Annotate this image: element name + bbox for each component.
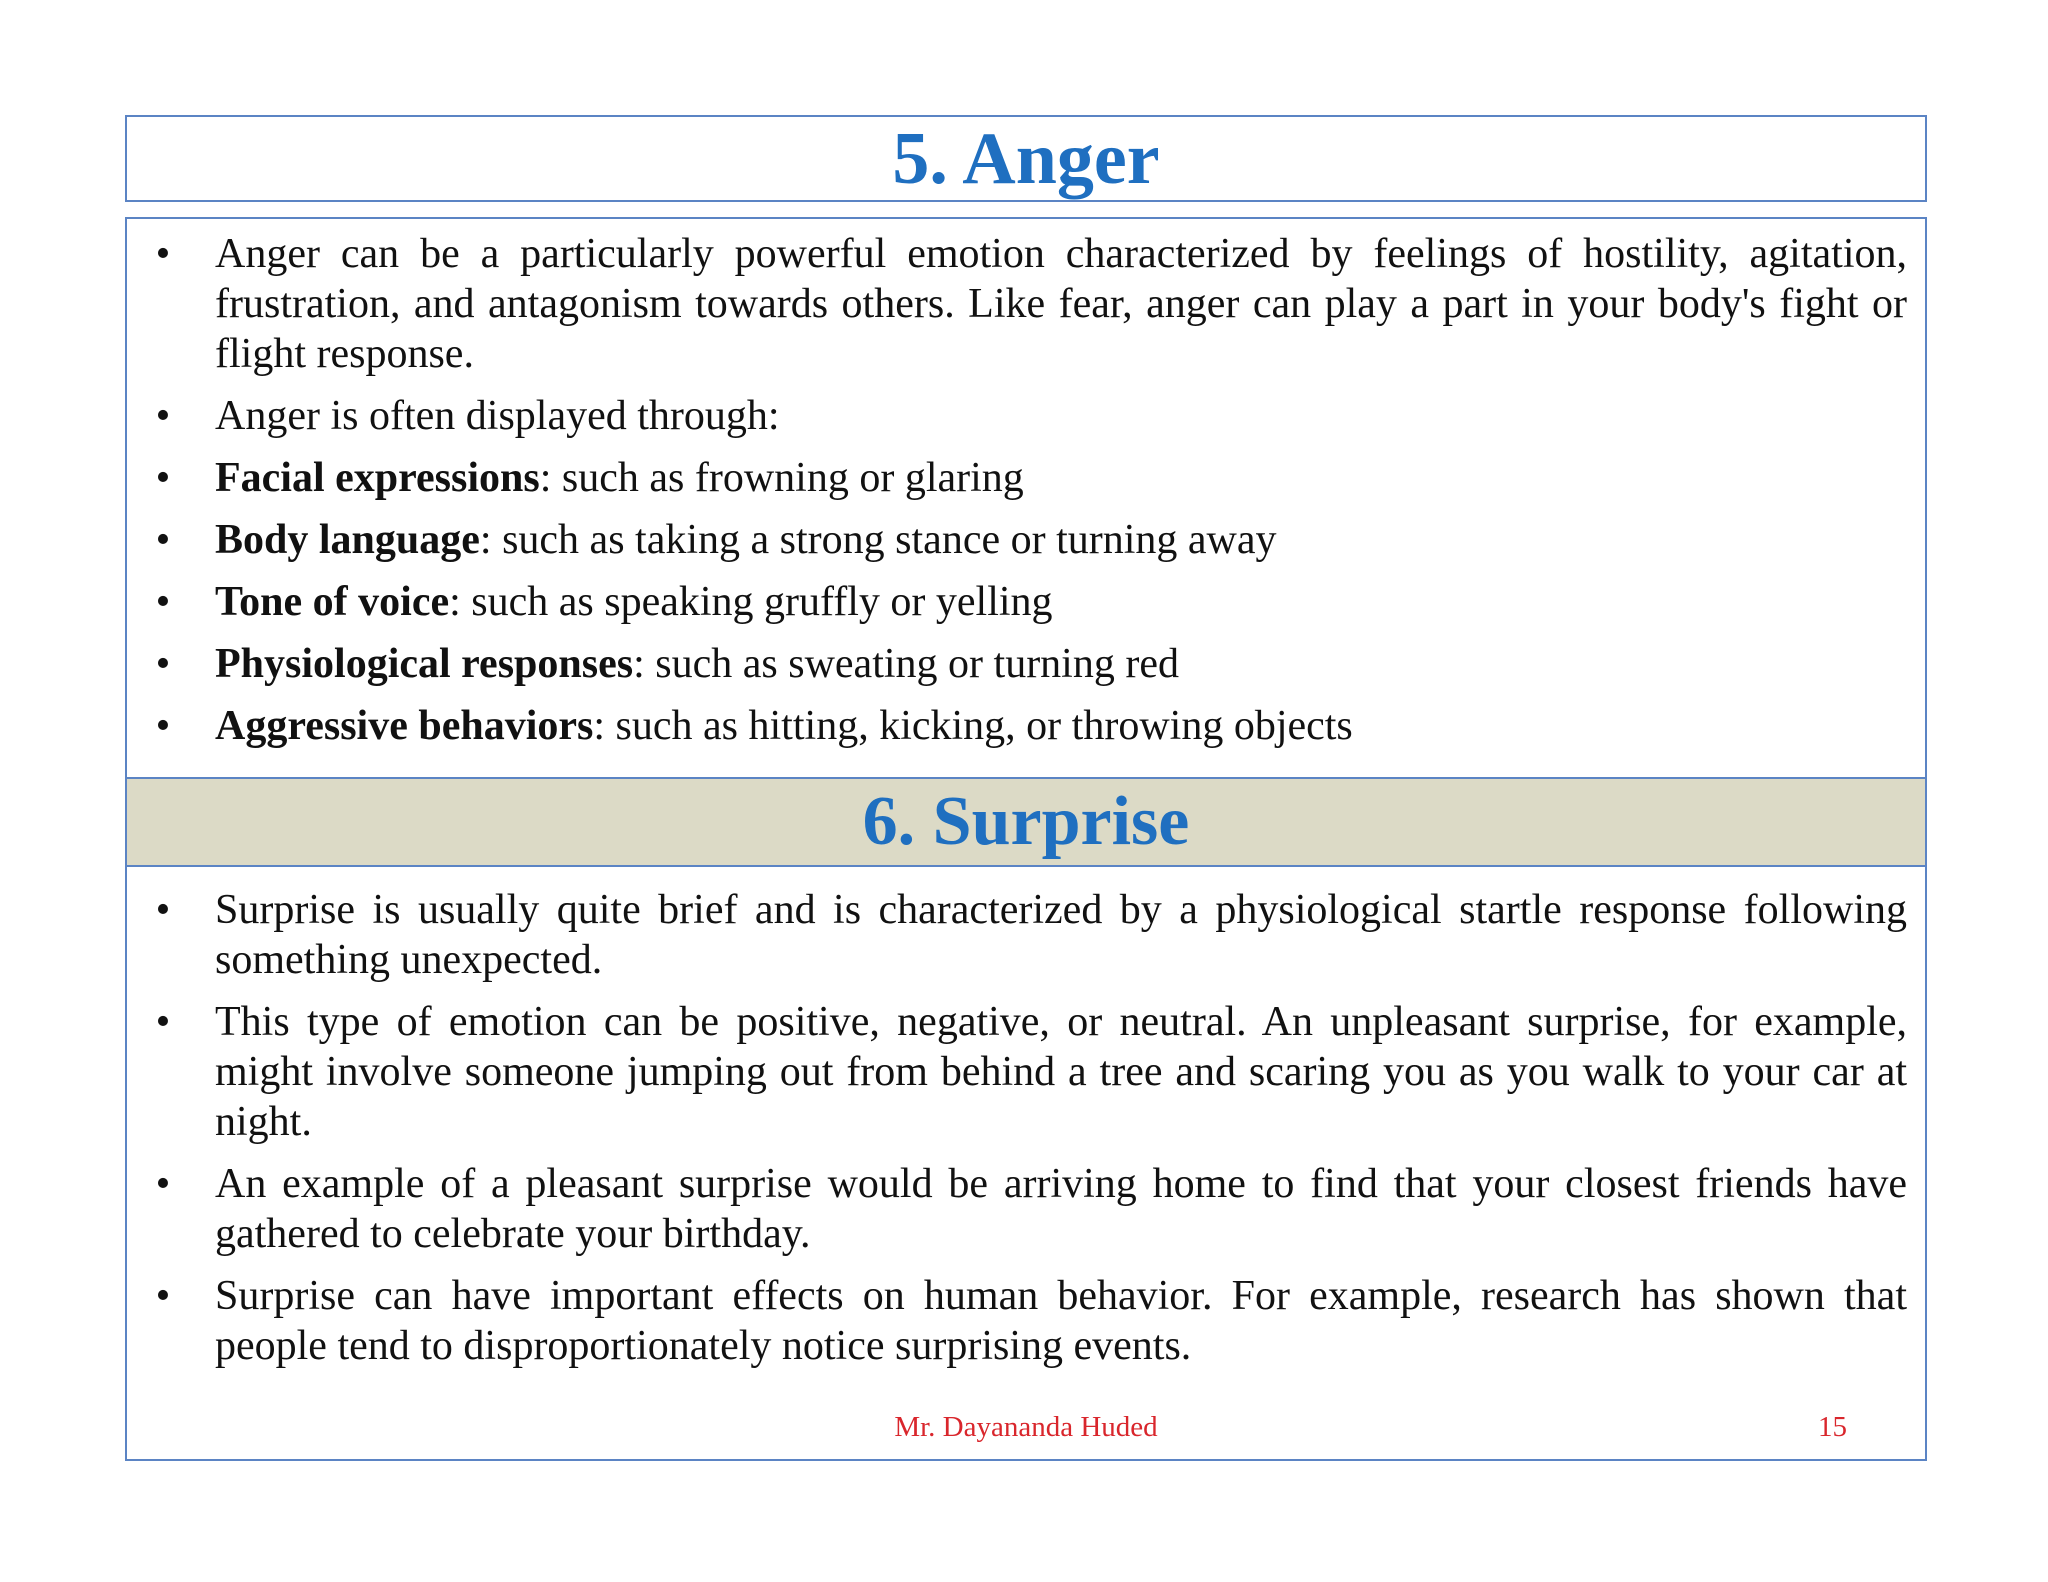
anger-bullet-7-desc: : such as hitting, kicking, or throwing objects xyxy=(593,703,1353,749)
anger-bullet-3-term: Facial expressions xyxy=(215,455,540,501)
bullet-icon: • xyxy=(155,887,171,933)
bullet-icon: • xyxy=(155,579,171,625)
anger-bullet-5 xyxy=(127,577,1925,627)
bullet-icon: • xyxy=(155,1273,171,1319)
anger-bullet-3-desc: : such as frowning or glaring xyxy=(539,455,1024,501)
bullet-icon: • xyxy=(155,231,171,277)
anger-bullet-6-desc: : such as sweating or turning red xyxy=(633,641,1179,687)
surprise-bullet-list xyxy=(127,885,1925,1371)
anger-bullet-2 xyxy=(127,391,1925,441)
surprise-bullet-1-text: Surprise is usually quite brief and is characterized by a physiological startle response following something unexpected. xyxy=(215,887,1907,983)
anger-bullet-6 xyxy=(127,639,1925,689)
anger-bullet-4-term: Body language xyxy=(215,517,480,563)
anger-bullet-1-text: Anger can be a particularly powerful emotion characterized by feelings of hostility, agitation, frustration, and antagonism towards others. Like fear, anger can play a part in your body's fight or flight response. xyxy=(215,231,1907,377)
surprise-heading: 6. Surprise xyxy=(862,783,1190,860)
bullet-icon: • xyxy=(155,393,171,439)
bullet-icon: • xyxy=(155,1161,171,1207)
surprise-bullet-1 xyxy=(127,885,1925,985)
surprise-bullet-4-text: Surprise can have important effects on human behavior. For example, research has shown that people tend to disproportionately notice surprising events. xyxy=(215,1273,1907,1369)
bullet-icon: • xyxy=(155,999,171,1045)
surprise-bullet-3 xyxy=(127,1159,1925,1259)
anger-bullet-6-term: Physiological responses xyxy=(215,641,634,687)
anger-bullet-7 xyxy=(127,701,1925,751)
anger-bullet-3 xyxy=(127,453,1925,503)
surprise-bullet-2-text: This type of emotion can be positive, negative, or neutral. An unpleasant surprise, for example, might involve someone jumping out from behind a tree and scaring you as you walk to your car at night. xyxy=(215,999,1907,1145)
slide-title: 5. Anger xyxy=(892,117,1160,200)
footer-author: Mr. Dayananda Huded xyxy=(894,1411,1158,1443)
anger-bullet-1 xyxy=(127,229,1925,379)
anger-bullet-list xyxy=(127,229,1925,751)
anger-bullet-4 xyxy=(127,515,1925,565)
bullet-icon: • xyxy=(155,517,171,563)
surprise-section xyxy=(127,885,1925,1383)
surprise-heading-band xyxy=(127,777,1925,867)
title-box xyxy=(125,115,1927,202)
surprise-bullet-2 xyxy=(127,997,1925,1147)
surprise-bullet-4 xyxy=(127,1271,1925,1371)
content-box xyxy=(125,217,1927,1461)
surprise-bullet-3-text: An example of a pleasant surprise would be arriving home to find that your closest friends have gathered to celebrate your birthday. xyxy=(215,1161,1907,1257)
anger-bullet-2-text: Anger is often displayed through: xyxy=(215,393,780,439)
anger-bullet-4-desc: : such as taking a strong stance or turning away xyxy=(479,517,1277,563)
anger-section xyxy=(127,229,1925,763)
anger-bullet-5-desc: : such as speaking gruffly or yelling xyxy=(449,579,1053,625)
bullet-icon: • xyxy=(155,703,171,749)
anger-bullet-5-term: Tone of voice xyxy=(215,579,450,625)
bullet-icon: • xyxy=(155,641,171,687)
bullet-icon: • xyxy=(155,455,171,501)
anger-bullet-7-term: Aggressive behaviors xyxy=(215,703,594,749)
page-number: 15 xyxy=(1818,1411,1847,1443)
